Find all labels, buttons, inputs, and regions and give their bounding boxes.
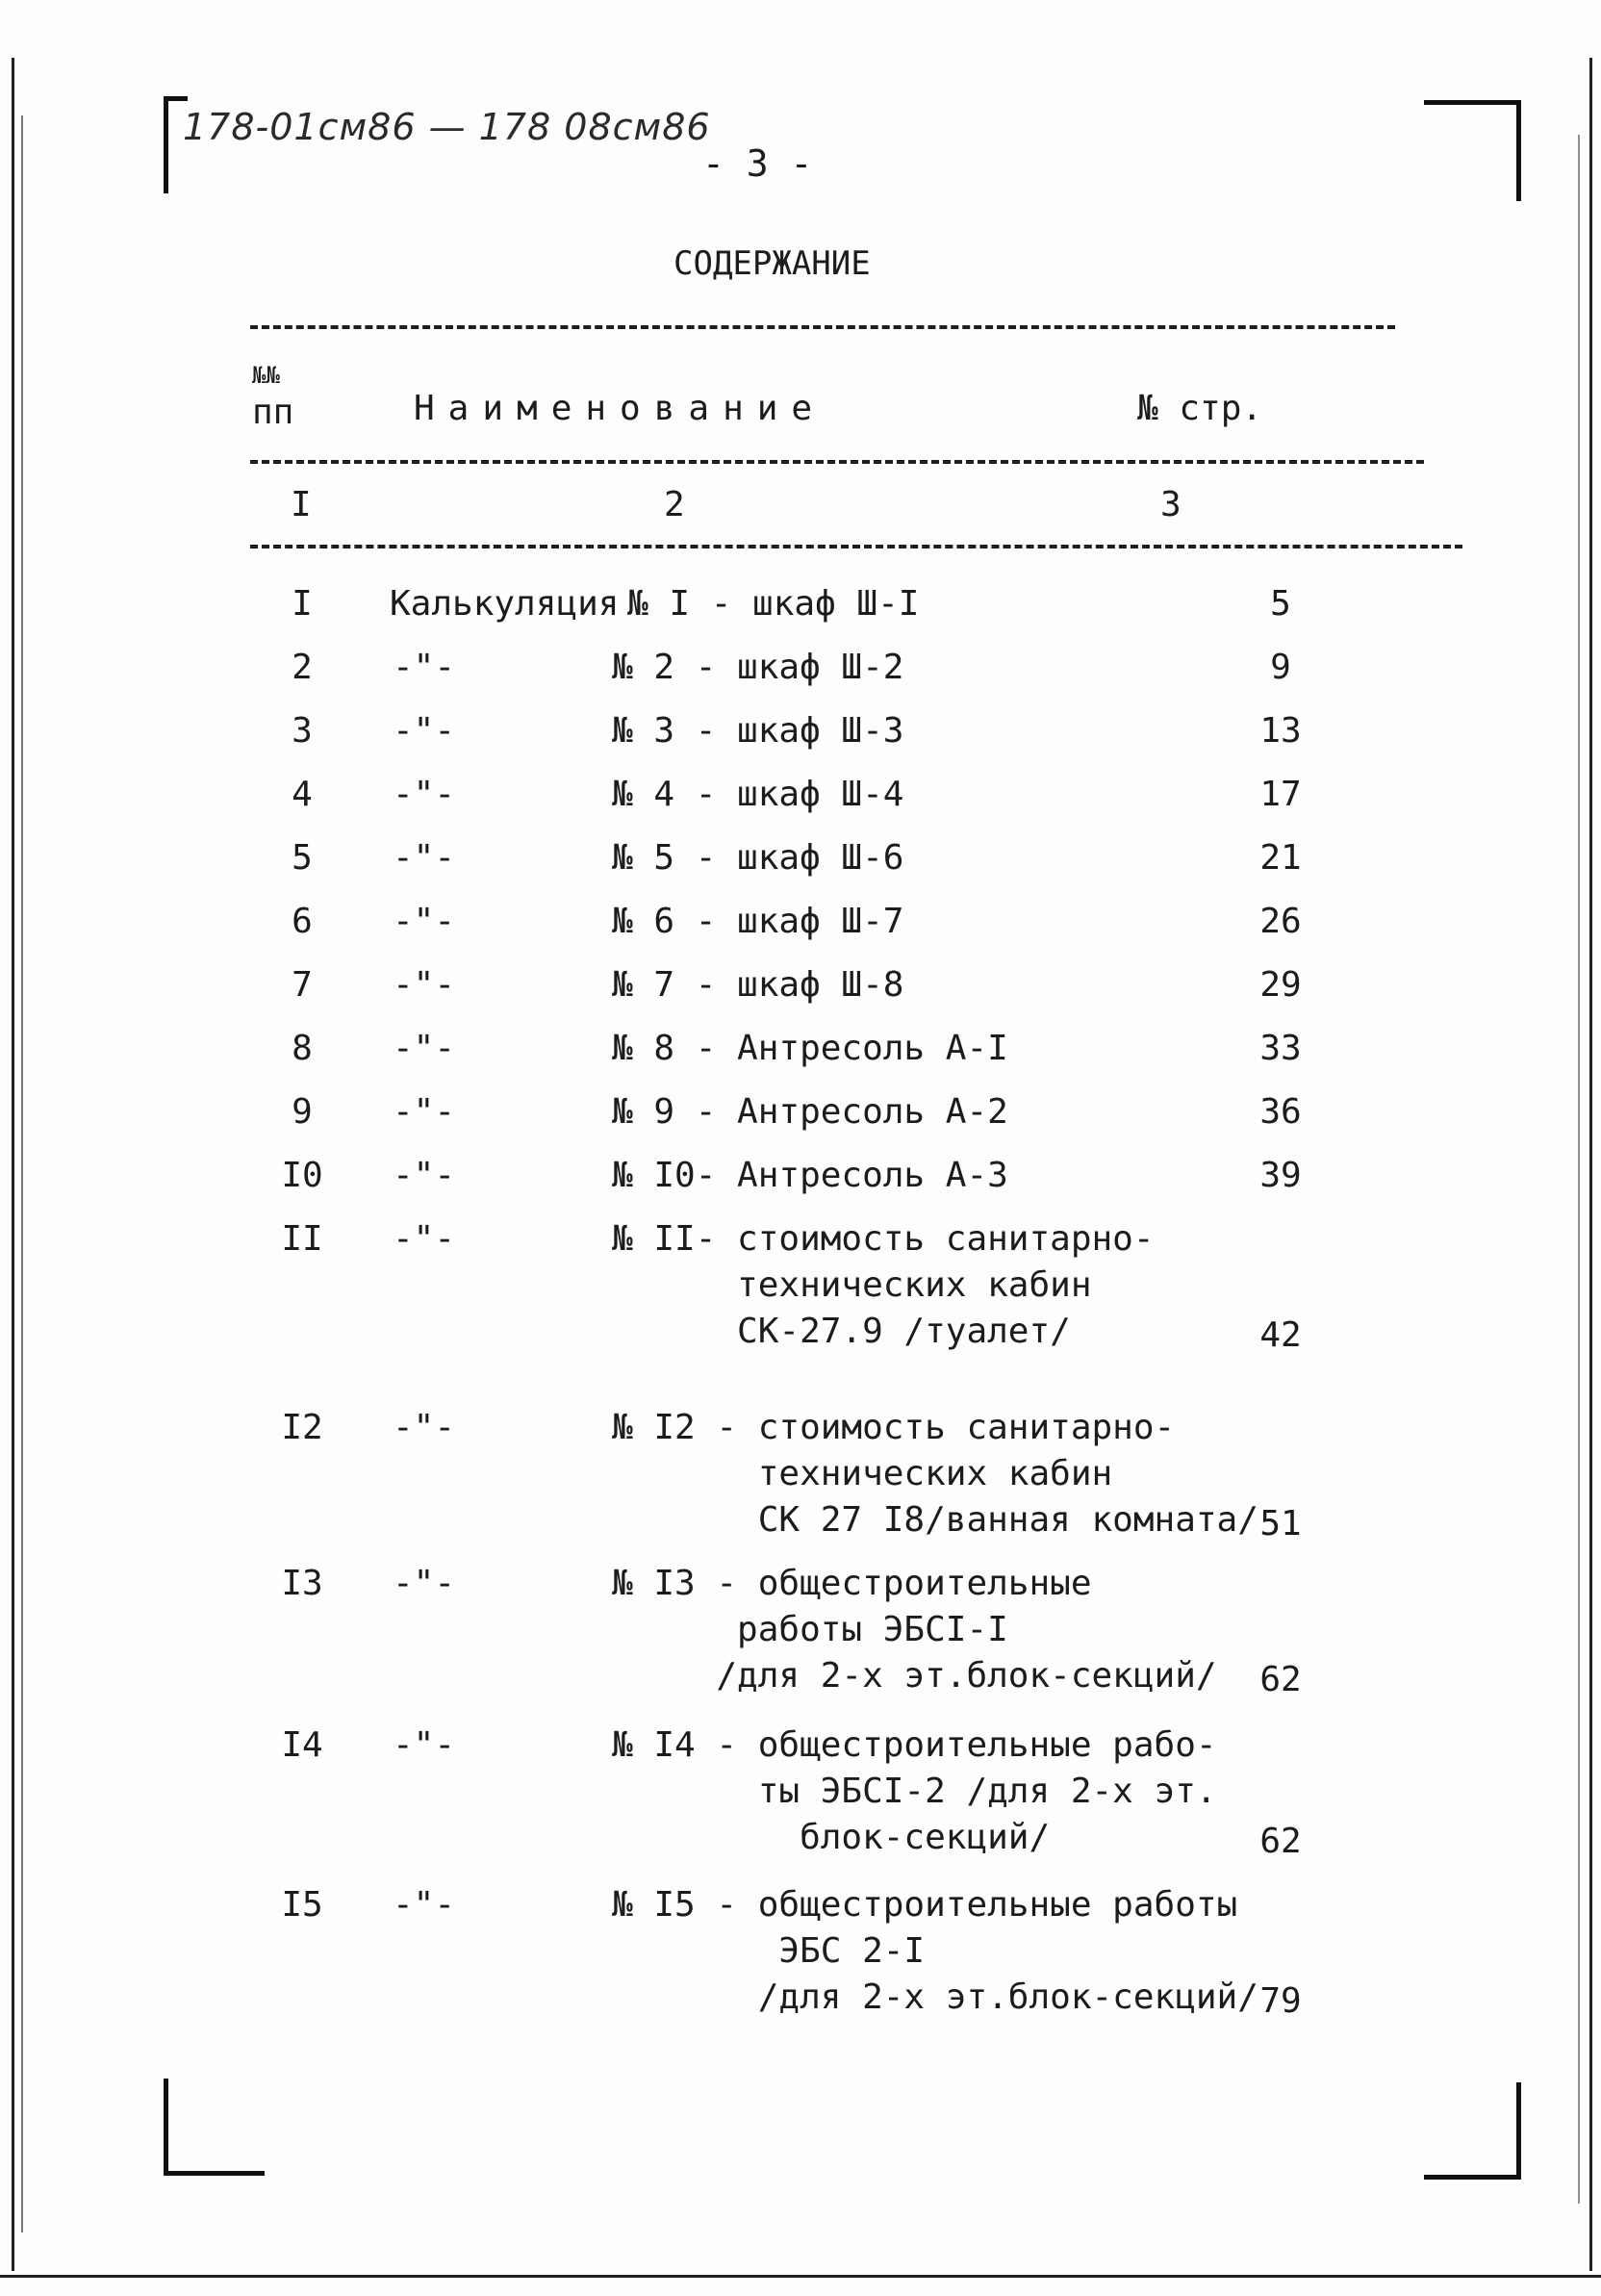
row-prefix: -"- [393,902,456,941]
row-page-number: 62 [1259,1660,1302,1699]
row-item-name: № 5 - шкаф Ш-6 [612,838,904,878]
row-prefix: -"- [393,1564,456,1603]
corner-bracket-top-right [1424,100,1521,201]
row-prefix: -"- [393,711,456,751]
row-number: 3 [292,711,313,751]
row-item-name: № I2 - стоимость санитарно- технических кабин СК 27 I8/ванная комната/ [612,1408,1258,1540]
row-page-number: 21 [1259,838,1302,878]
column-header-number-sign: №№ [252,362,280,389]
page-title: СОДЕРЖАНИЕ [673,244,871,283]
scan-edge-line [12,58,14,2271]
row-item-name: № 4 - шкаф Ш-4 [612,775,904,814]
row-item-name: № 3 - шкаф Ш-3 [612,711,904,751]
row-prefix: -"- [393,775,456,814]
row-page-number: 79 [1259,1981,1302,2021]
row-page-number: 5 [1270,584,1291,624]
row-prefix: -"- [393,1219,456,1259]
row-number: 9 [292,1092,313,1132]
row-item-name: № I5 - общестроительные работы ЭБС 2-I /для 2-х эт.блок-секций/ [612,1885,1258,2017]
row-number: 5 [292,838,313,878]
divider [250,325,1395,329]
scan-edge-line [1589,58,1592,2271]
row-item-name: № I0- Антресоль А-3 [612,1156,1008,1195]
row-page-number: 36 [1259,1092,1302,1132]
row-item-name: № I4 - общестроительные рабо- ты ЭБСI-2 /для 2-х эт. блок-секций/ [612,1725,1217,1857]
row-page-number: 33 [1259,1029,1302,1068]
row-number: I [292,584,313,624]
row-number: 2 [292,648,313,687]
row-prefix: -"- [393,1408,456,1447]
page-number: - 3 - [702,142,813,185]
row-item-name: № 8 - Антресоль А-I [612,1029,1008,1068]
column-header-name: Наименование [414,389,826,428]
column-number: 2 [664,485,685,524]
handwritten-code: 178-01см86 — 178 08см86 [183,106,711,148]
row-prefix: -"- [393,1029,456,1068]
column-header-page: № стр. [1137,389,1263,428]
row-item-name: № II- стоимость санитарно- технических кабин СК-27.9 /туалет/ [612,1219,1155,1351]
row-number: I4 [281,1725,323,1765]
divider [250,545,1462,548]
row-item-name: № I - шкаф Ш-I [627,584,920,624]
row-prefix: -"- [393,1885,456,1925]
scan-edge-line [0,2275,1601,2278]
column-header-number: пп [252,393,294,432]
row-number: 8 [292,1029,313,1068]
row-page-number: 29 [1259,965,1302,1005]
row-number: 6 [292,902,313,941]
row-number: I0 [281,1156,323,1195]
row-page-number: 62 [1259,1822,1302,1861]
row-page-number: 9 [1270,648,1291,687]
row-number: 4 [292,775,313,814]
column-number: 3 [1160,485,1182,524]
row-page-number: 17 [1259,775,1302,814]
row-item-name: № 2 - шкаф Ш-2 [612,648,904,687]
scan-edge-line [21,115,23,2232]
row-prefix: -"- [393,1156,456,1195]
row-page-number: 51 [1259,1504,1302,1543]
corner-bracket-bottom-left [164,2079,265,2176]
row-item-name: № 9 - Антресоль А-2 [612,1092,1008,1132]
scan-edge-line [1578,135,1580,2204]
divider [250,460,1424,464]
row-page-number: 42 [1259,1315,1302,1355]
row-prefix: -"- [393,648,456,687]
row-prefix: Калькуляция [390,584,620,624]
row-number: I3 [281,1564,323,1603]
row-number: I2 [281,1408,323,1447]
corner-bracket-bottom-right [1424,2082,1521,2180]
row-prefix: -"- [393,838,456,878]
row-number: II [281,1219,323,1259]
row-item-name: № I3 - общестроительные работы ЭБСI-I /для 2-х эт.блок-секций/ [612,1564,1217,1696]
column-number: I [291,485,312,524]
row-page-number: 13 [1259,711,1302,751]
row-page-number: 39 [1259,1156,1302,1195]
row-number: I5 [281,1885,323,1925]
row-number: 7 [292,965,313,1005]
row-prefix: -"- [393,965,456,1005]
row-prefix: -"- [393,1725,456,1765]
row-prefix: -"- [393,1092,456,1132]
row-item-name: № 7 - шкаф Ш-8 [612,965,904,1005]
row-item-name: № 6 - шкаф Ш-7 [612,902,904,941]
row-page-number: 26 [1259,902,1302,941]
